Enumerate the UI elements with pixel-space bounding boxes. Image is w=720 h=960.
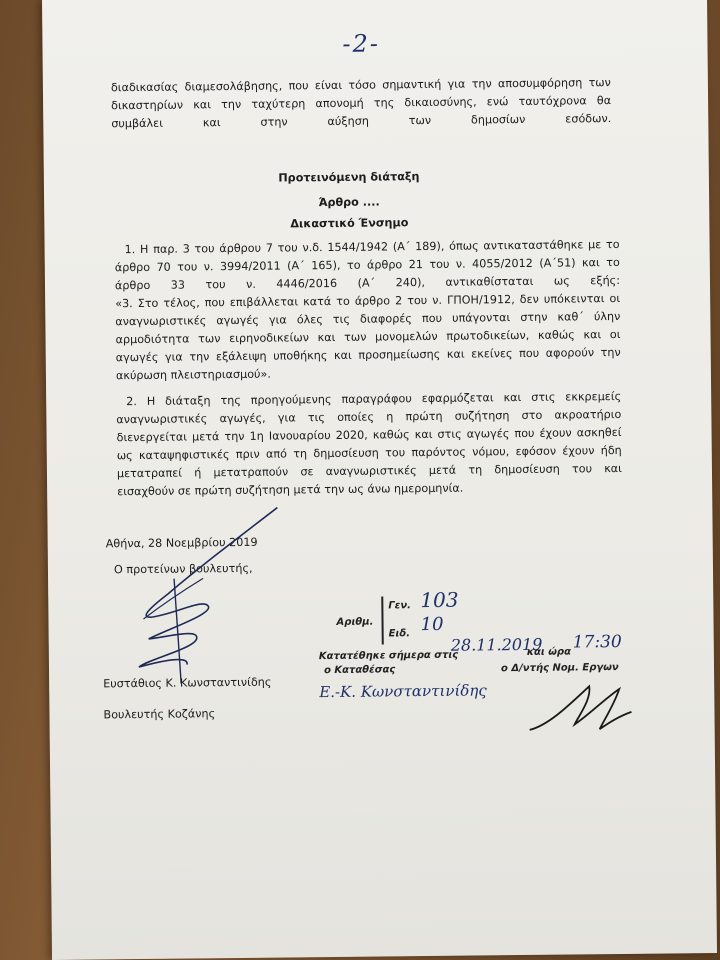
para1-line-6: αρμοδιότητα των ειρηνοδικείων και των μονομελών πρωτοδικείων, καθώς και οι bbox=[115, 327, 621, 347]
stamp-bracket bbox=[381, 596, 384, 644]
para1-line-2: άρθρο 70 του ν. 3994/2011 (Α΄ 165), το άρθρο 21 του ν. 4055/2012 (Α΄51) και το bbox=[114, 255, 620, 275]
para1-line-1: 1. Η παρ. 3 του άρθρου 7 του ν.δ. 1544/1942 (Α΄ 189), όπως αντικαταστάθηκε με το bbox=[124, 237, 620, 257]
mp-signature bbox=[107, 497, 329, 699]
intro-line-2: δικαστηρίων και την ταχύτερη απονομή της δικαιοσύνης, ενώ ταυτόχρονα θα bbox=[111, 94, 612, 113]
document-page bbox=[42, 0, 717, 960]
intro-line-3: συμβάλει και στην αύξηση των δημοσίων εσόδων. bbox=[111, 112, 612, 131]
para1-line-7: αγωγές για την εξάλειψη υποθήκης και προσημείωσης και εκείνες που αφορούν την bbox=[115, 345, 621, 365]
stamp-deposited: Κατατέθηκε σήμερα στις bbox=[318, 649, 459, 663]
stamp-service: ο Δ/ντής Νομ. Εργων bbox=[500, 661, 619, 675]
heading-proposed-provision: Προτεινόμενη διάταξη bbox=[278, 170, 420, 185]
stamp-eid-label: Ειδ. bbox=[388, 628, 411, 640]
para2-line-4: ως καταψηφιστικές πριν από τη δημοσίευση του παρόντος νόμου, εφόσον έχουν ήδη bbox=[116, 443, 622, 463]
mp-title: Βουλευτής Κοζάνης bbox=[103, 707, 216, 722]
para2-line-5: μετατραπεί ή μετατραπούν σε αναγνωριστικές μετά τη δημοσίευση του και bbox=[116, 461, 623, 481]
para2-line-3: διενεργείται μετά την 1η Ιανουαρίου 2020, καθώς και στις αγωγές που έχουν ασκηθεί bbox=[116, 425, 622, 445]
stamp-eid-value: 10 bbox=[420, 613, 444, 636]
stamp-arithm: Αριθμ. bbox=[336, 616, 374, 628]
para2-line-6: εισαχθούν σε πρώτη συζήτηση μετά την ως άνω ημερομηνία. bbox=[117, 481, 464, 499]
mp-name: Ευστάθιος Κ. Κωνσταντινίδης bbox=[103, 675, 272, 691]
proposer-label: Ο προτείνων βουλευτής, bbox=[113, 561, 253, 577]
stamp-date: 28.11.2019 bbox=[450, 634, 543, 655]
para2-line-2: αναγνωριστικές αγωγές, για τις οποίες η πρώτη συζήτηση στο ακροατήριο bbox=[116, 407, 622, 427]
page-number: -2- bbox=[342, 29, 381, 58]
heading-article: Άρθρο .... bbox=[318, 195, 380, 210]
stamp-and-time: και ώρα bbox=[526, 646, 571, 658]
place-date: Αθήνα, 28 Νοεμβρίου 2019 bbox=[105, 535, 258, 551]
para2-line-1: 2. Η διάταξη της προηγούμενης παραγράφου εφαρμόζεται και στις εκκρεμείς bbox=[126, 389, 622, 409]
stamp-gen-label: Γεν. bbox=[388, 600, 411, 612]
director-signature bbox=[519, 674, 640, 745]
para1-line-5: αναγνωριστικές αγωγές για όλες τις διαφορές που υπάγονται στην καθ΄ ύλην bbox=[115, 309, 621, 329]
para1-line-4: «3. Στο τέλος, που επιβάλλεται κατά το άρθρο 2 του ν. ΓΠΟΗ/1912, δεν υπόκεινται οι bbox=[115, 291, 621, 311]
stamp-time: 17:30 bbox=[572, 631, 622, 653]
para1-line-3: άρθρο 33 του ν. 4446/2016 (Α΄ 240), αντικαθίσταται ως εξής: bbox=[114, 273, 621, 293]
stamp-depositor: ο Καταθέσας bbox=[323, 664, 396, 677]
stamp-gen-value: 103 bbox=[420, 587, 459, 613]
para1-line-8: ακύρωση πλειστηριασμού». bbox=[115, 367, 271, 383]
intro-line-1: διαδικασίας διαμεσολάβησης, που είναι τόσο σημαντική για την αποσυμφόρηση των bbox=[110, 76, 611, 95]
handwritten-depositor-name: Ε.-Κ. Κωνσταντινίδης bbox=[319, 681, 487, 702]
heading-court-fee: Δικαστικό Ένσημο bbox=[290, 216, 409, 231]
